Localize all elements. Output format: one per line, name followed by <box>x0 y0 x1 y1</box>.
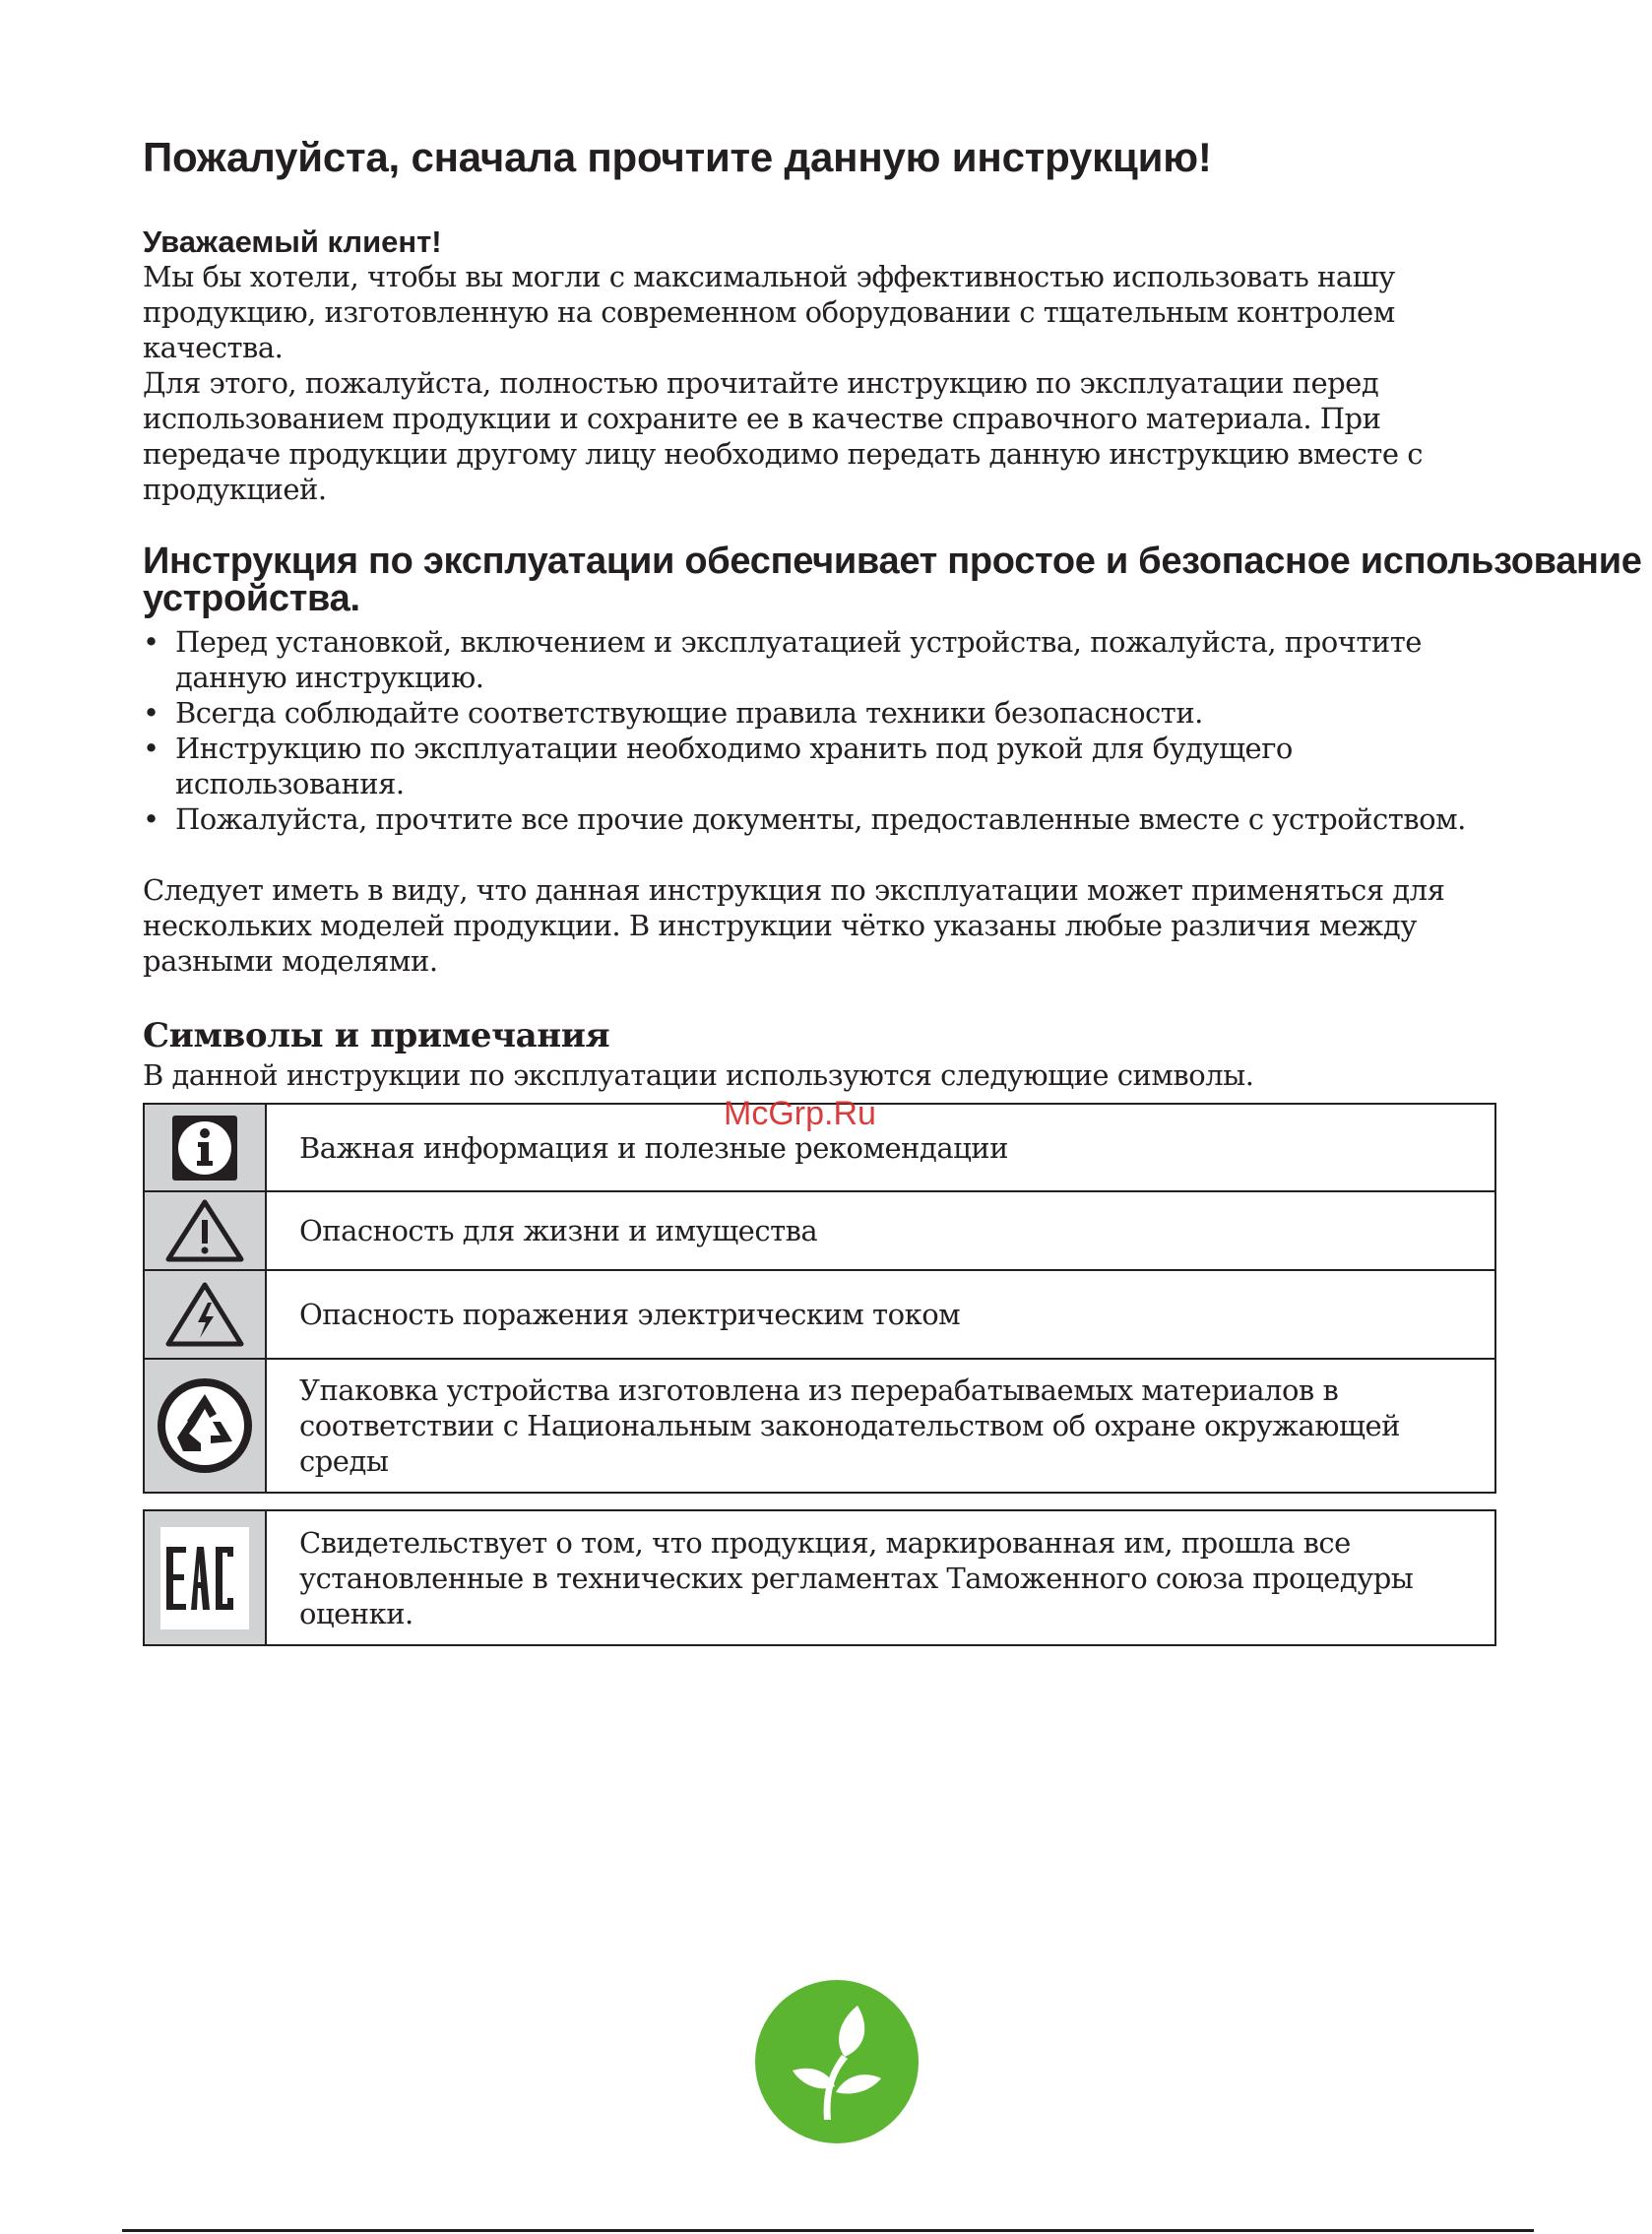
bullet-marker: • <box>143 802 159 836</box>
greeting-text <box>143 259 1511 507</box>
safety-heading: Инструкция по эксплуатации обеспечивает простое и безопасное использование устройства. <box>143 541 1642 619</box>
bullet-text: Пожалуйста, прочтите все прочие документы, предоставленные вместе с устройством. <box>175 802 1466 836</box>
models-note <box>143 872 1511 979</box>
bullet-marker: • <box>143 696 159 730</box>
watermark: McGrp.Ru <box>724 1095 876 1132</box>
symbols-intro-text: В данной инструкции по эксплуатации используются следующие символы. <box>143 1058 1254 1092</box>
bullet-text: Всегда соблюдайте соответствующие правила техники безопасности. <box>175 696 1203 730</box>
symbol-description: Свидетельствует о том, что продукция, маркированная им, прошла все установленные в технических регламентах Таможенного союза процедуры оценки. <box>266 1510 1495 1645</box>
bullet-text: Перед установкой, включением и эксплуатацией устройства, пожалуйста, прочтите данную инструкцию. <box>175 625 1422 694</box>
bullet-marker: • <box>143 732 159 765</box>
greeting-paragraph: Мы бы хотели, чтобы вы могли с максимальной эффективностью использовать нашу продукцию, изготовленную на современном оборудовании с тщательным контролем качества. <box>143 260 1395 364</box>
leaf-icon <box>753 1978 921 2145</box>
symbol-icon-cell <box>144 1191 266 1270</box>
greeting-heading: Уважаемый клиент! <box>143 224 442 259</box>
eac-table <box>143 1509 1496 1646</box>
symbol-icon-cell <box>144 1270 266 1359</box>
symbol-description: Опасность поражения электрическим током <box>266 1270 1495 1359</box>
list-item <box>143 731 1521 801</box>
bullet-marker: • <box>143 625 159 659</box>
eac-mark-icon <box>160 1527 249 1629</box>
list-item <box>143 624 1521 695</box>
safety-bullet-list <box>143 624 1521 837</box>
bullet-text: Инструкцию по эксплуатации необходимо хранить под рукой для будущего использования. <box>175 732 1293 800</box>
electric-shock-icon <box>164 1281 245 1348</box>
info-icon <box>170 1114 239 1182</box>
symbol-icon-cell <box>144 1359 266 1493</box>
recycle-icon <box>156 1376 254 1475</box>
symbols-table <box>143 1103 1496 1494</box>
bottom-divider <box>122 2229 1534 2232</box>
warning-icon <box>164 1198 245 1263</box>
symbol-description: Упаковка устройства изготовлена из перерабатываемых материалов в соответствии с Национальным законодательством об охране окружающей среды <box>266 1359 1495 1493</box>
list-item <box>143 695 1521 731</box>
symbol-icon-cell <box>144 1104 266 1191</box>
symbol-description: Опасность для жизни и имущества <box>266 1191 1495 1270</box>
symbol-description: Важная информация и полезные рекомендации <box>266 1104 1495 1191</box>
table-row <box>144 1359 1495 1493</box>
page-title: Пожалуйста, сначала прочтите данную инструкцию! <box>143 134 1212 180</box>
symbol-icon-cell <box>144 1510 266 1645</box>
symbols-heading: Символы и примечания <box>143 1016 610 1055</box>
leaf-badge-circle <box>755 1980 919 2143</box>
table-row <box>144 1270 1495 1359</box>
symbols-intro <box>143 1057 1511 1093</box>
table-row <box>144 1510 1495 1645</box>
table-row <box>144 1191 1495 1270</box>
eac-mark-text: EAC <box>203 1625 207 1627</box>
list-item <box>143 801 1521 837</box>
models-note-text: Следует иметь в виду, что данная инструкция по эксплуатации может применяться для нескольких моделей продукции. В инструкции чётко указаны любые различия между разными моделями. <box>143 873 1445 978</box>
greeting-paragraph: Для этого, пожалуйста, полностью прочитайте инструкцию по эксплуатации перед использованием продукции и сохраните ее в качестве справочного материала. При передаче продукции другому лицу необходимо передать данную инструкцию вместе с продукцией. <box>143 366 1423 506</box>
